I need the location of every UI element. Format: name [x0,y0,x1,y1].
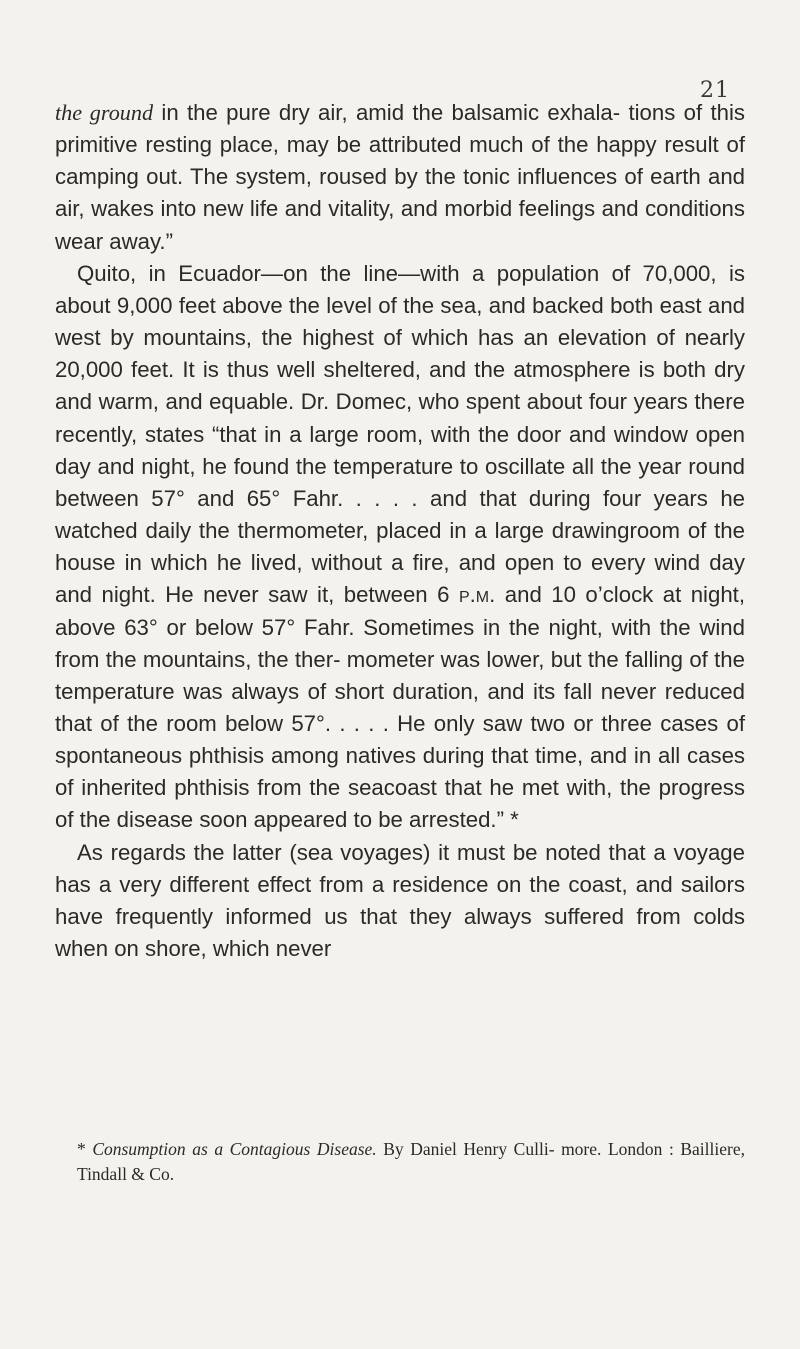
paragraph-2-text-b: and 10 o’clock at night, above 63° or below 57° Fahr. Sometimes in the night, with the wind from the mountains, the ther- mometer was lower, but the falling of the temperature was always of short duration, and its fall never reduced that of the room below 57°. . . . . He only saw two or three cases of spontaneous phthisis among natives during that time, and in all cases of inherited phthisis from the seacoast that he met with, the progress of the disease soon appeared to be arrested.” * [55,582,745,833]
footnote-text: By Daniel Henry Culli- more. London : Bailliere, Tindall & Co. [77,1139,745,1184]
footnote-title: Consumption as a Contagious Disease. [92,1139,377,1159]
paragraph-2 [55,258,745,837]
footnote [55,1137,745,1187]
time-pm: p.m. [458,582,496,608]
body-text [55,97,745,965]
italic-phrase: the ground [55,100,154,125]
footnote-marker: * [77,1139,93,1159]
paragraph-1 [55,97,745,258]
page-number: 21 [700,78,730,103]
paragraph-2-text-a: Quito, in Ecuador—on the line—with a population of 70,000, is about 9,000 feet above the level of the sea, and backed both east and west by mountains, the highest of which has an elevation of nearly 20,000 feet. It is thus well sheltered, and the atmosphere is both dry and warm, and equable. Dr. Domec, who spent about four years there recently, states “that in a large room, with the door and window open day and night, he found the temperature to oscillate all the year round between 57° and 65° Fahr. . . . . and that during four years he watched daily the thermometer, placed in a large drawingroom of the house in which he lived, without a fire, and open to every wind day and night. He never saw it, between 6 [55,260,745,608]
paragraph-1-text: in the pure dry air, amid the balsamic exhala- tions of this primitive resting place, may be attributed much of the happy result of camping out. The system, roused by the tonic influences of earth and air, wakes into new life and vitality, and morbid feelings and conditions wear away.” [55,100,746,254]
footnote-line [55,1137,745,1187]
paragraph-3: As regards the latter (sea voyages) it must be noted that a voyage has a very different effect from a residence on the coast, and sailors have frequently informed us that they always suffered from colds when on shore, which never [55,839,745,962]
